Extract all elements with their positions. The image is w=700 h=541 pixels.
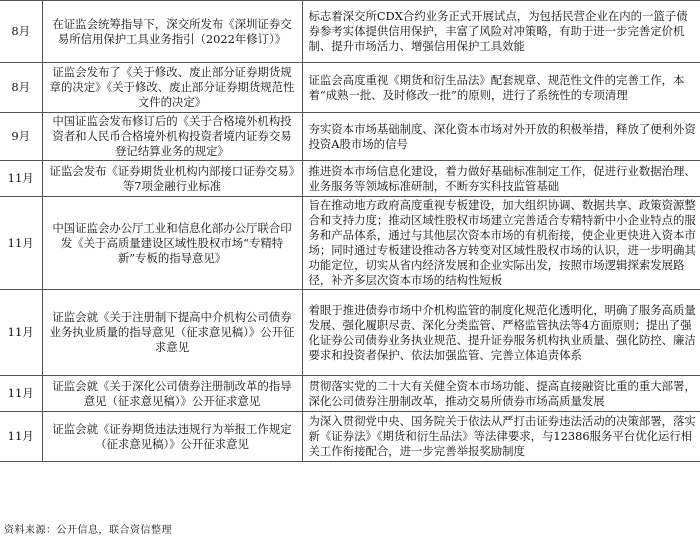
month-cell: 11月 <box>0 376 42 412</box>
table-row <box>0 63 700 113</box>
table-row <box>0 376 700 412</box>
event-cell: 证监会发布了《关于修改、废止部分证券期货规章的决定》《关于修改、废止部分证券期货规范性文件的决定》 <box>42 63 302 113</box>
table-row <box>0 197 700 290</box>
month-cell: 11月 <box>0 290 42 376</box>
impact-cell: 贯彻落实党的二十大有关健全资本市场功能、提高直接融资比重的重大部署，深化公司债券注册制改革，推动交易所债券市场高质量发展 <box>302 376 700 412</box>
event-cell: 证监会就《关于深化公司债券注册制改革的指导意见（征求意见稿）》公开征求意见 <box>42 376 302 412</box>
table-row <box>0 161 700 197</box>
impact-cell: 旨在推动地方政府高度重视专板建设，加大组织协调、数据共享、政策资源整合和支持力度；推动区域性股权市场建立完善适合专精特新中小企业特点的服务和产品体系，通过与其他层次资本市场的有机衔接，使企业更快进入资本市场；同时通过专板建设推动各方转变对区域性股权市场的认识，进一步明确其功能定位，切实从省内经济发展和企业实际出发，按照市场逻辑探索发展路径，补齐多层次资本市场的结构性短板 <box>302 197 700 290</box>
event-cell: 中国证监会发布修订后的《关于合格境外机构投资者和人民币合格境外机构投资者境内证券交易登记结算业务的规定》 <box>42 113 302 161</box>
impact-cell: 推进资本市场信息化建设，着力做好基础标准制定工作，促进行业数据治理、业务服务等领域标准研制，不断夯实科技监管基础 <box>302 161 700 197</box>
month-cell: 9月 <box>0 113 42 161</box>
impact-cell: 着眼于推进债券市场中介机构监管的制度化规范化透明化，明确了服务高质量发展、强化履职尽责、深化分类监管、严格监管执法等4方面原则；提出了强化证券公司债券业务执业规范、提升证券服务机构执业质量、强化防控、廉洁要求和投资者保护、依法加强监管、完善立体追责体系 <box>302 290 700 376</box>
table-row <box>0 412 700 462</box>
month-cell: 8月 <box>0 1 42 63</box>
month-cell: 11月 <box>0 412 42 462</box>
event-cell: 证监会就《关于注册制下提高中介机构公司债券业务执业质量的指导意见（征求意见稿）》公开征求意见 <box>42 290 302 376</box>
month-cell: 11月 <box>0 161 42 197</box>
impact-cell: 为深入贯彻党中央、国务院关于依法从严打击证券违法活动的决策部署，落实新《证券法》《期货和衍生品法》等法律要求，与12386服务平台优化运行相关工作衔接配合，进一步完善举报奖励制度 <box>302 412 700 462</box>
table-row <box>0 290 700 376</box>
month-cell: 8月 <box>0 63 42 113</box>
impact-cell: 夯实资本市场基础制度、深化资本市场对外开放的积极举措，释放了便利外资投资A股市场的信号 <box>302 113 700 161</box>
impact-cell: 证监会高度重视《期货和衍生品法》配套规章、规范性文件的完善工作，本着“成熟一批、及时修改一批”的原则，进行了系统性的专项清理 <box>302 63 700 113</box>
table-row <box>0 1 700 63</box>
event-cell: 中国证监会办公厅工业和信息化部办公厅联合印发《关于高质量建设区域性股权市场“专精特新”专板的指导意见》 <box>42 197 302 290</box>
table-row <box>0 113 700 161</box>
event-cell: 在证监会统筹指导下，深交所发布《深圳证券交易所信用保护工具业务指引（2022年修订）》 <box>42 1 302 63</box>
event-cell: 证监会就《证券期货违法违规行为举报工作规定（征求意见稿）》公开征求意见 <box>42 412 302 462</box>
event-cell: 证监会发布《证券期货业机构内部接口证券交易》等7项金融行业标准 <box>42 161 302 197</box>
impact-cell: 标志着深交所CDX合约业务正式开展试点，为包括民营企业在内的一篮子债券参考实体提供信用保护，丰富了风险对冲策略，有助于进一步完善定价机制、提升市场活力、增强信用保护工具效能 <box>302 1 700 63</box>
source-note: 资料来源：公开信息，联合资信整理 <box>4 525 172 536</box>
month-cell: 11月 <box>0 197 42 290</box>
